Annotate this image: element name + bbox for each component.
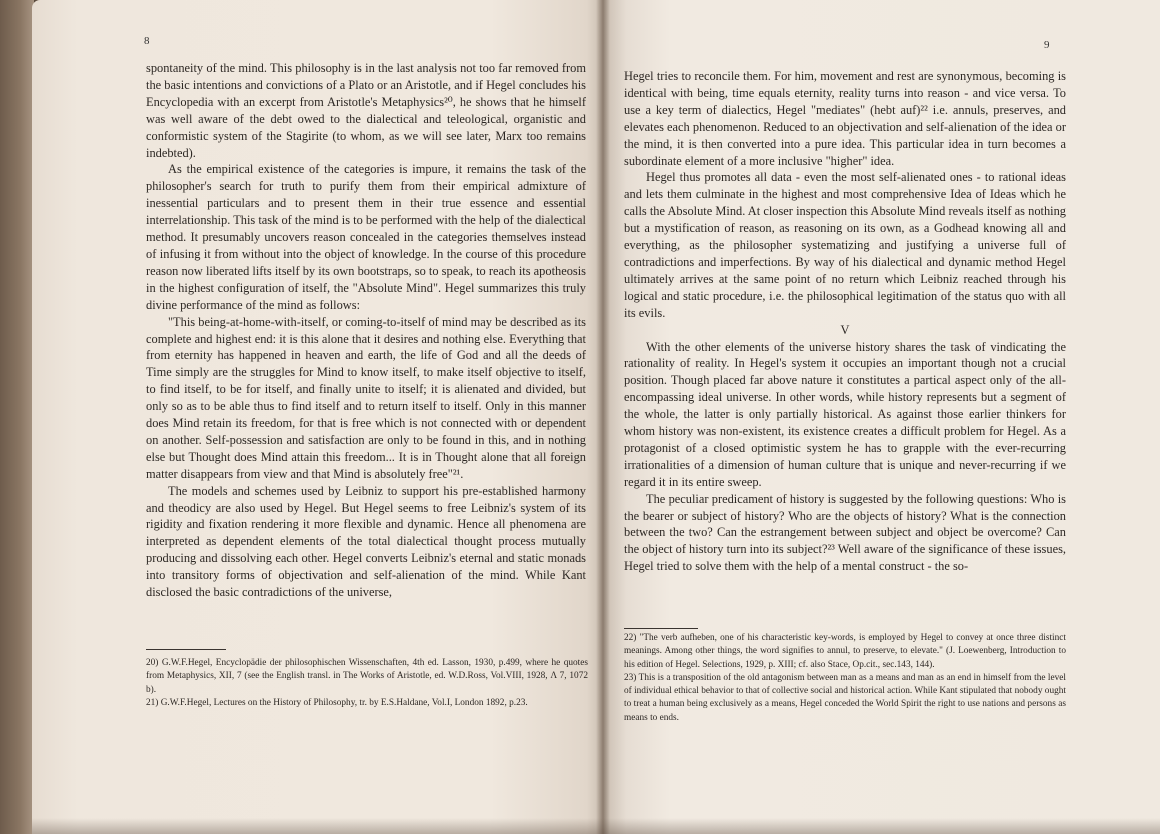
page-bottom-shadow: [32, 818, 1160, 834]
footnote: 21) G.W.F.Hegel, Lectures on the History of Philosophy, tr. by E.S.Haldane, Vol.I, London 1892, p.23.: [146, 697, 528, 708]
book-gutter: [596, 0, 610, 834]
left-page: [32, 0, 604, 834]
paragraph: Hegel thus promotes all data - even the most self-alienated ones - to rational ideas and lets them culminate in the highest and most comprehensive Idea of Ideas which he calls the Absolute Mind. At closer inspection this Absolute Mind reveals itself as nothing but a mystification of reason, as reasoning on its own, as a Godhead knowing all and everything, as the philosopher systematizing and justifying a universe full of contradictions and imperfections. By way of his dialectical and dynamic method Hegel ultimately arrives at the same point of no return which Leibniz reached through his logical and static procedure, i.e. the philosophical legitimation of the status quo with all its evils.: [624, 170, 1066, 320]
footnotes-right: [624, 632, 1066, 725]
section-heading: V: [840, 322, 850, 337]
right-page-body: [624, 68, 1066, 575]
paragraph: As the empirical existence of the categories is impure, it remains the task of the philosopher's search for truth to purify them from their empirical admixture of inessential particulars and to present them in their true essence and essential interrelationship. This task of the mind is to be performed with the help of the dialectical method. It presumably uncovers reason concealed in the categories themselves instead of infusing it from without into the object of knowledge. In the course of this procedure reason now liberated lifts itself by its own bootstraps, so to speak, to reach its apotheosis in the highest configuration of itself, the "Absolute Mind". Hegel summarizes this truly divine performance of the mind as follows:: [146, 162, 586, 312]
footnotes-left: [146, 657, 588, 710]
footnote: 23) This is a transposition of the old antagonism between man as a means and man as an end in himself from the level of individual ethical behavior to that of collective social and historical action. While Kant stipulated that nobody ought to treat a human being exclusively as a means, Hegel conceded the World Spirit the right to use nations and persons as means to ends.: [624, 672, 1066, 723]
footnote-rule: [146, 649, 226, 650]
page-number-right: 9: [1044, 39, 1050, 51]
book-cover-edge: [0, 0, 34, 834]
page-number-left: 8: [144, 35, 150, 47]
paragraph: With the other elements of the universe history shares the task of vindicating the rationality of reality. In Hegel's system it occupies an important though not a crucial position. Though placed far above nature it constitutes a partical aspect only of the all-encompassing ideal universe. In other words, while history represents but a segment of the whole, the latter is only partially historical. As against those earlier thinkers for whom history was non-existent, its existence creates a difficult problem for Hegel. As a protagonist of a closed optimistic system he has to grapple with the ever-recurring irrationalities of a dimension of human culture that is unique and never-recurring if we regard it in its entire sweep.: [624, 339, 1066, 489]
paragraph: Hegel tries to reconcile them. For him, movement and rest are synonymous, becoming is identical with being, time equals eternity, reality turns into reason - and vice versa. To use a key term of dialectics, Hegel "mediates" (hebt auf)²² i.e. annuls, preserves, and elevates each phenomenon. Reduced to an objectivation and self-alienation of the idea or the mind, it is then converted into a pure idea. This particular idea in turn becomes a subordinate element of a more inclusive "higher" idea.: [624, 69, 1066, 168]
block-quote: "This being-at-home-with-itself, or coming-to-itself of mind may be described as its complete and highest end: it is this alone that it desires and nothing else. Everything that from eternity has happened in heaven and earth, the life of God and all the deeds of Time simply are the struggles for Mind to know itself, to make itself objective to itself, to find itself, to be for itself, and finally unite to itself; it is alienated and divided, but only so as to be able thus to find itself and to return itself to itself. Only in this manner does Mind retain its freedom, for that is free which is not connected with or dependent on another. Self-possession and satisfaction are only to be found in this, and in nothing else but Thought does Mind attain this freedom... It is in Thought alone that all foreign matter disappears from view and that Mind is absolutely free"²¹.: [146, 314, 586, 481]
paragraph: The peculiar predicament of history is suggested by the following questions: Who is the bearer or subject of history? Who are the objects of history? What is the connection between the two? Can the estrangement between subject and object be overcome? Can the object of history turn into its subject?²³ Well aware of the significance of these issues, Hegel tried to solve them with the help of a mental construct - the so-: [624, 491, 1066, 574]
paragraph: spontaneity of the mind. This philosophy is in the last analysis not too far removed from the basic intentions and convictions of a Plato or an Aristotle, and if Hegel concludes his Encyclopedia with an excerpt from Aristotle's Metaphysics²⁰, he shows that he himself was well aware of the debt owed to the dialectical and teleological, organistic and conformistic system of the Stagirite (to whom, as we will see later, Marx too remains indebted).: [146, 61, 586, 160]
footnote-rule: [624, 628, 698, 629]
left-page-body: [146, 60, 586, 601]
footnote: 22) "The verb aufheben, one of his characteristic key-words, is employed by Hegel to convey at once three distinct meanings. Among other things, the word signifies to annul, to preserve, to elevate." (J. Loewenberg, Introduction to his edition of Hegel. Selections, 1929, p. XIII; cf. also Stace, Op.cit., sec.143, 144).: [624, 633, 1066, 670]
paragraph: The models and schemes used by Leibniz to support his pre-established harmony and theodicy are also used by Hegel. But Hegel seems to free Leibniz's system of its rigidity and fixation rendering it more flexible and dynamic. Hence all phenomena are interpreted as dependent elements of the total dialectical thought process mutually producing and dissolving each other. Hegel converts Leibniz's eternal and static monads into transitory forms of objectivation and self-alienation of the mind. While Kant disclosed the basic contradictions of the universe,: [146, 483, 586, 600]
footnote: 20) G.W.F.Hegel, Encyclopädie der philosophischen Wissenschaften, 4th ed. Lasson, 1930, p.499, where he quotes from Metaphysics, XII, 7 (see the English transl. in The Works of Aristotle, ed. W.D.Ross, Vol.VIII, 1928, Λ 7, 1072 b).: [146, 658, 588, 695]
right-page: [604, 0, 1160, 834]
